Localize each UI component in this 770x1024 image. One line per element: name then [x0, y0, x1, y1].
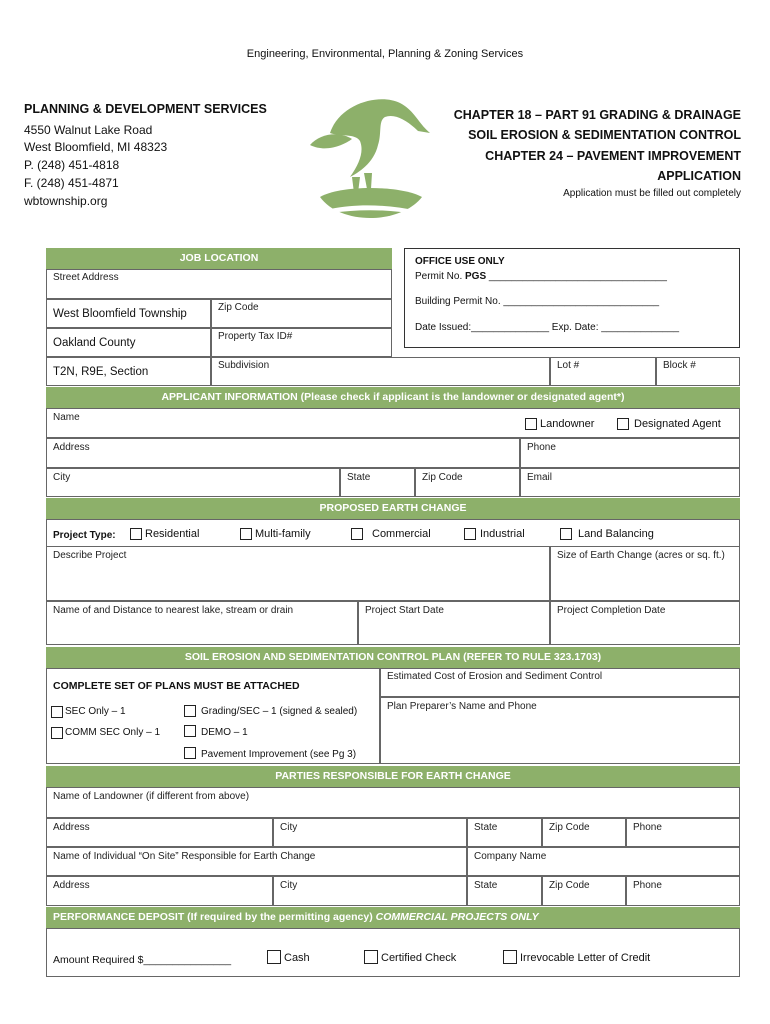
land-balancing-checkbox[interactable]	[560, 528, 572, 540]
earth-size-label: Size of Earth Change (acres or sq. ft.)	[557, 550, 725, 561]
applicant-email-label: Email	[527, 472, 553, 483]
parties-header: PARTIES RESPONSIBLE FOR EARTH CHANGE	[46, 766, 740, 787]
org-name: PLANNING & DEVELOPMENT SERVICES	[24, 102, 267, 116]
onsite-address-field[interactable]	[46, 876, 273, 906]
title-line3: CHAPTER 24 – PAVEMENT IMPROVEMENT	[485, 149, 741, 163]
applicant-header: APPLICANT INFORMATION (Please check if applicant is the landowner or designated agent*)	[46, 387, 740, 408]
project-type-label: Project Type:	[53, 530, 116, 541]
describe-project-label: Describe Project	[53, 550, 127, 561]
office-use-box	[404, 248, 740, 348]
applicant-city-field[interactable]	[46, 468, 340, 497]
parties-city-field[interactable]	[273, 818, 467, 847]
applicant-name-label: Name	[53, 412, 80, 423]
tax-id-field[interactable]	[211, 328, 392, 357]
landowner-label: Landowner	[540, 418, 595, 430]
nearest-lake-label: Name of and Distance to nearest lake, stream or drain	[53, 605, 294, 616]
plan-preparer-field[interactable]	[380, 697, 740, 764]
tax-id-label: Property Tax ID#	[218, 331, 293, 342]
org-fax: F. (248) 451-4871	[24, 176, 119, 190]
certified-check-checkbox[interactable]	[364, 950, 378, 964]
cash-label: Cash	[284, 952, 310, 964]
letter-of-credit-checkbox[interactable]	[503, 950, 517, 964]
onsite-name-field[interactable]	[46, 847, 467, 876]
multi-family-label: Multi-family	[255, 528, 311, 540]
onsite-state-field[interactable]	[467, 876, 542, 906]
county-cell	[46, 328, 211, 357]
block-label: Block #	[663, 360, 696, 371]
earth-size-field[interactable]	[550, 546, 740, 601]
applicant-phone-field[interactable]	[520, 438, 740, 468]
project-start-field[interactable]	[358, 601, 550, 645]
permit-label: Permit No.	[415, 271, 463, 282]
project-completion-label: Project Completion Date	[557, 605, 666, 616]
deposit-header-italic: COMMERCIAL PROJECTS ONLY	[375, 911, 539, 923]
title-line1: CHAPTER 18 – PART 91 GRADING & DRAINAGE	[453, 108, 741, 122]
street-address-label: Street Address	[53, 272, 119, 283]
parties-phone-field[interactable]	[626, 818, 740, 847]
township-cell	[46, 299, 211, 328]
job-location-header: JOB LOCATION	[46, 248, 392, 269]
onsite-zip-field[interactable]	[542, 876, 626, 906]
parties-state-field[interactable]	[467, 818, 542, 847]
sec-only-checkbox[interactable]	[51, 706, 63, 718]
grading-sec-label: Grading/SEC – 1 (signed & sealed)	[201, 706, 358, 717]
township-value: West Bloomfield Township	[53, 308, 187, 320]
grading-sec-checkbox[interactable]	[184, 705, 196, 717]
county-value: Oakland County	[53, 337, 136, 349]
landowner-name-label: Name of Landowner (if different from above)	[53, 791, 250, 802]
industrial-checkbox[interactable]	[464, 528, 476, 540]
comm-sec-label: COMM SEC Only – 1	[65, 727, 161, 738]
project-start-label: Project Start Date	[365, 605, 444, 616]
date-issued[interactable]: Date Issued:______________ Exp. Date: ______________	[415, 322, 680, 333]
org-address1: 4550 Walnut Lake Road	[24, 123, 153, 137]
plan-preparer-label: Plan Preparer’s Name and Phone	[387, 701, 537, 712]
applicant-phone-label: Phone	[527, 442, 556, 453]
applicant-email-field[interactable]	[520, 468, 740, 497]
parties-phone-label: Phone	[633, 822, 662, 833]
plans-attached-note: COMPLETE SET OF PLANS MUST BE ATTACHED	[53, 680, 300, 692]
demo-label: DEMO – 1	[201, 727, 248, 738]
land-balancing-label: Land Balancing	[578, 528, 654, 540]
landowner-checkbox[interactable]	[525, 418, 537, 430]
applicant-zip-field[interactable]	[415, 468, 520, 497]
org-address2: West Bloomfield, MI 48323	[24, 140, 168, 154]
org-phone: P. (248) 451-4818	[24, 158, 120, 172]
applicant-state-label: State	[347, 472, 371, 483]
commercial-checkbox[interactable]	[351, 528, 363, 540]
project-completion-field[interactable]	[550, 601, 740, 645]
parties-address-label: Address	[53, 822, 90, 833]
office-use-title: OFFICE USE ONLY	[415, 256, 505, 267]
demo-checkbox[interactable]	[184, 725, 196, 737]
designated-agent-label: Designated Agent	[634, 418, 721, 430]
onsite-phone-label: Phone	[633, 880, 662, 891]
residential-label: Residential	[145, 528, 200, 540]
commercial-label: Commercial	[372, 528, 431, 540]
company-name-field[interactable]	[467, 847, 740, 876]
lot-field[interactable]	[550, 357, 656, 386]
designated-agent-checkbox[interactable]	[617, 418, 629, 430]
subdivision-field[interactable]	[211, 357, 550, 386]
title-line4: APPLICATION	[657, 169, 741, 183]
cash-checkbox[interactable]	[267, 950, 281, 964]
title-note: Application must be filled out completely	[563, 188, 741, 199]
zip-code-field[interactable]	[211, 299, 392, 328]
onsite-phone-field[interactable]	[626, 876, 740, 906]
zip-code-label: Zip Code	[218, 302, 259, 313]
industrial-label: Industrial	[480, 528, 525, 540]
onsite-city-field[interactable]	[273, 876, 467, 906]
heron-logo-icon	[300, 93, 440, 228]
parties-zip-field[interactable]	[542, 818, 626, 847]
building-permit[interactable]: Building Permit No. ____________________________	[415, 296, 660, 307]
multi-family-checkbox[interactable]	[240, 528, 252, 540]
sesc-cost-label: Estimated Cost of Erosion and Sediment Control	[387, 671, 603, 682]
section-cell[interactable]	[46, 357, 211, 386]
section-value: T2N, R9E, Section	[53, 366, 149, 378]
deposit-header-main: PERFORMANCE DEPOSIT (If required by the permitting agency)	[53, 911, 376, 923]
pavement-label: Pavement Improvement (see Pg 3)	[201, 749, 357, 760]
sesc-cost-field[interactable]	[380, 668, 740, 697]
company-name-label: Company Name	[474, 851, 547, 862]
onsite-city-label: City	[280, 880, 298, 891]
onsite-state-label: State	[474, 880, 498, 891]
comm-sec-checkbox[interactable]	[51, 727, 63, 739]
sec-only-label: SEC Only – 1	[65, 706, 126, 717]
permit-prefix: PGS	[465, 271, 487, 282]
nearest-lake-field[interactable]	[46, 601, 358, 645]
certified-check-label: Certified Check	[381, 952, 457, 964]
top-header: Engineering, Environmental, Planning & Zoning Services	[246, 48, 524, 60]
sesc-header: SOIL EROSION AND SEDIMENTATION CONTROL PLAN (REFER TO RULE 323.1703)	[46, 647, 740, 668]
parties-address-field[interactable]	[46, 818, 273, 847]
deposit-header	[46, 907, 740, 928]
permit-number[interactable]	[415, 271, 667, 282]
earth-change-header: PROPOSED EARTH CHANGE	[46, 498, 740, 519]
applicant-address-field[interactable]	[46, 438, 520, 468]
onsite-zip-label: Zip Code	[549, 880, 590, 891]
applicant-zip-label: Zip Code	[422, 472, 463, 483]
lot-label: Lot #	[557, 360, 580, 371]
street-address-field[interactable]	[46, 269, 392, 299]
residential-checkbox[interactable]	[130, 528, 142, 540]
onsite-name-label: Name of Individual “On Site” Responsible for Earth Change	[53, 851, 316, 862]
parties-city-label: City	[280, 822, 298, 833]
pavement-checkbox[interactable]	[184, 747, 196, 759]
subdivision-label: Subdivision	[218, 360, 270, 371]
letter-of-credit-label: Irrevocable Letter of Credit	[520, 952, 651, 964]
title-line2: SOIL EROSION & SEDIMENTATION CONTROL	[468, 128, 741, 142]
parties-zip-label: Zip Code	[549, 822, 590, 833]
describe-project-field[interactable]	[46, 546, 550, 601]
landowner-name-field[interactable]	[46, 787, 740, 818]
applicant-state-field[interactable]	[340, 468, 415, 497]
block-field[interactable]	[656, 357, 740, 386]
onsite-address-label: Address	[53, 880, 90, 891]
applicant-city-label: City	[53, 472, 71, 483]
amount-required-field[interactable]: Amount Required $_______________	[53, 954, 232, 966]
parties-state-label: State	[474, 822, 498, 833]
org-website: wbtownship.org	[24, 194, 108, 208]
permit-line: ________________________________	[488, 271, 667, 282]
applicant-address-label: Address	[53, 442, 90, 453]
